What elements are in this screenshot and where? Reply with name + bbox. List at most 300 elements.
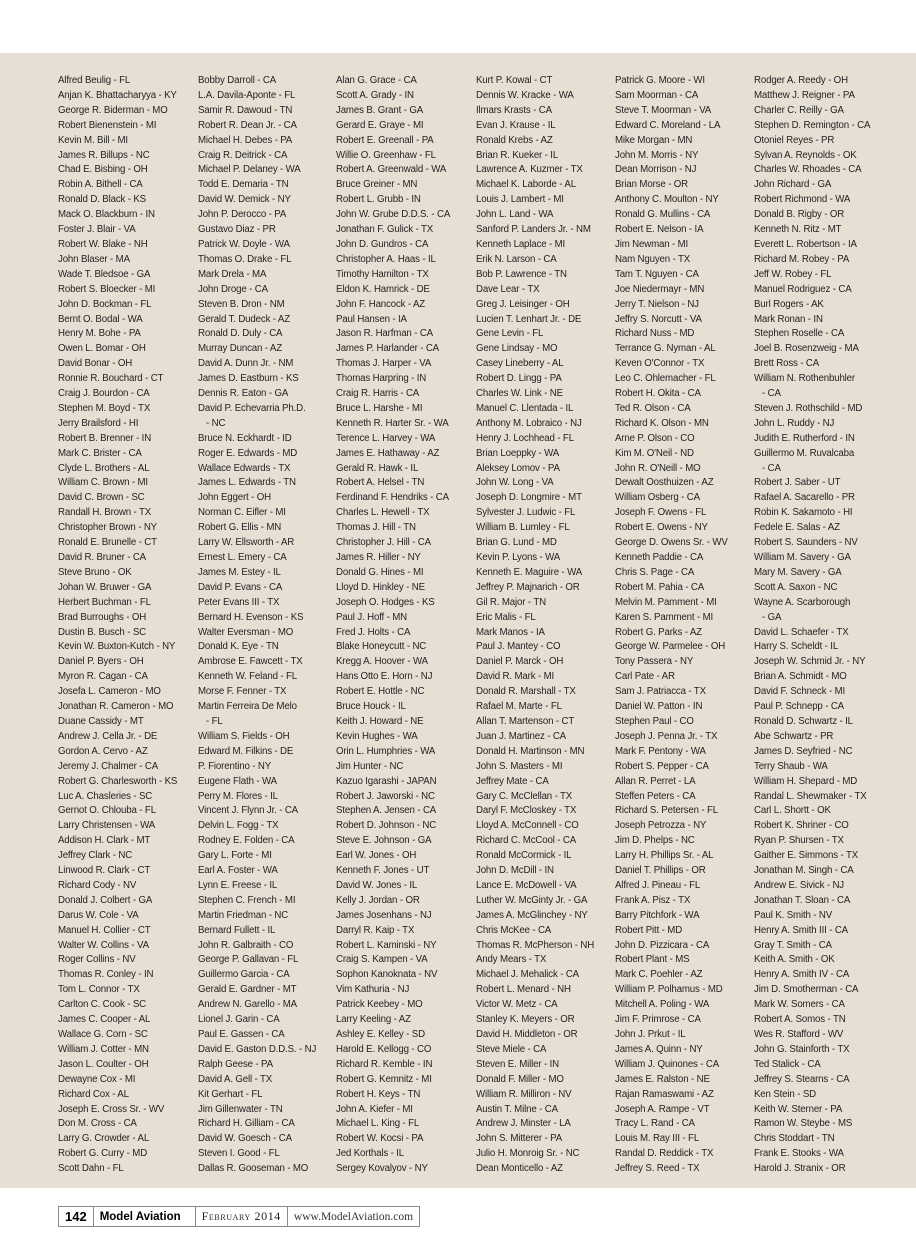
member-name: Matthew J. Reigner - PA xyxy=(754,89,855,101)
member-name: Kenneth Paddie - CA xyxy=(615,552,704,563)
member-name: Daniel T. Phillips - OR xyxy=(615,865,706,877)
member-name: Joseph A. Rampe - VT xyxy=(615,1103,710,1115)
member-name: Mark C. Brister - CA xyxy=(58,447,142,459)
member-name: Martin Ferreira De Melo xyxy=(198,701,297,713)
member-name: Lawrence A. Kuzmer - TX xyxy=(476,164,583,176)
member-name: Paul J. Mantey - CO xyxy=(476,641,561,653)
member-name: Jim Newman - MI xyxy=(615,238,689,250)
member-name: Craig R. Harris - CA xyxy=(336,388,420,400)
member-name: William S. Fields - OH xyxy=(198,730,290,742)
member-name: Leo C. Ohlemacher - FL xyxy=(615,373,716,385)
member-columns xyxy=(58,74,898,1184)
member-name: Eric Malis - FL xyxy=(476,611,536,623)
member-name: Donald J. Colbert - GA xyxy=(58,894,153,906)
member-name: Charles W. Rhoades - CA xyxy=(754,164,862,176)
member-name: Scott Dahn - FL xyxy=(58,1163,124,1175)
member-name: Mark Drela - MA xyxy=(198,268,267,280)
member-name: Murray Duncan - AZ xyxy=(198,343,282,355)
member-name: Casey Lineberry - AL xyxy=(476,358,564,370)
member-name: Donald K. Eye - TN xyxy=(198,641,279,653)
member-name: Kevin M. Bill - MI xyxy=(58,134,128,146)
member-name: James A. Quinn - NY xyxy=(615,1043,703,1055)
member-name: Robert D. Johnson - NC xyxy=(336,820,437,832)
member-name: Bernt O. Bodal - WA xyxy=(58,313,143,325)
member-name: Nam Nguyen - TX xyxy=(615,253,691,265)
member-name: Ashley E. Kelley - SD xyxy=(336,1029,425,1040)
member-name: Ronald G. Mullins - CA xyxy=(615,209,711,221)
member-name: Roger E. Edwards - MD xyxy=(198,447,298,459)
member-name: Richard R. Kemble - IN xyxy=(336,1058,433,1070)
member-name: Robert J. Jaworski - NC xyxy=(336,790,435,802)
member-name: Vim Kathuria - NJ xyxy=(336,984,410,996)
member-name: Julio H. Monroig Sr. - NC xyxy=(476,1148,580,1160)
member-name: Donald G. Hines - MI xyxy=(336,566,424,578)
member-name: Darryl R. Kaip - TX xyxy=(336,924,415,936)
member-name: Joel B. Rosenzweig - MA xyxy=(754,343,859,355)
member-name: Dustin B. Busch - SC xyxy=(58,626,146,638)
member-name: Dallas R. Gooseman - MO xyxy=(198,1163,309,1175)
member-name: Christopher J. Hill - CA xyxy=(336,537,431,549)
member-name: Paul Hansen - IA xyxy=(336,313,407,325)
member-name: Robert G. Parks - AZ xyxy=(615,626,702,638)
member-name: Otoniel Reyes - PR xyxy=(754,134,835,146)
member-name: Thomas J. Harper - VA xyxy=(336,358,432,370)
member-column-3 xyxy=(336,74,472,1177)
member-name: Hans Otto E. Horn - NJ xyxy=(336,671,433,683)
member-name: Robert H. Keys - TN xyxy=(336,1088,421,1100)
member-name: Mack O. Blackburn - IN xyxy=(58,209,155,221)
member-name: Steve Bruno - OK xyxy=(58,566,132,578)
member-name: Juan J. Martinez - CA xyxy=(476,730,566,742)
member-name: Jeffrey Clark - NC xyxy=(58,850,133,862)
member-name: Greg J. Leisinger - OH xyxy=(476,298,570,310)
member-name: Larry W. Ellsworth - AR xyxy=(198,537,295,549)
member-name: Lucien T. Lenhart Jr. - DE xyxy=(476,313,582,325)
member-name: Sergey Kovalyov - NY xyxy=(336,1163,428,1175)
member-name: Jonathan F. Gulick - TX xyxy=(336,224,434,236)
member-name: Richard Nuss - MD xyxy=(615,328,695,340)
member-name: Randall H. Brown - TX xyxy=(58,507,152,519)
member-name: John F. Hancock - AZ xyxy=(336,298,426,310)
member-name: Manuel H. Collier - CT xyxy=(58,924,151,936)
member-name: Robert K. Shriner - CO xyxy=(754,820,849,832)
member-name: Robin A. Bithell - CA xyxy=(58,179,143,191)
member-name: Rajan Ramaswami - AZ xyxy=(615,1088,714,1100)
member-name: Steve T. Moorman - VA xyxy=(615,104,712,116)
member-name: Steven J. Rothschild - MD xyxy=(754,402,863,414)
member-column-5 xyxy=(615,74,751,1177)
member-name: Brian Morse - OR xyxy=(615,179,688,191)
member-name: Ilmars Krasts - CA xyxy=(476,104,552,116)
member-name: William Osberg - CA xyxy=(615,492,700,504)
member-name: Earl A. Foster - WA xyxy=(198,865,278,877)
member-name: Fred J. Holts - CA xyxy=(336,626,411,638)
member-name: Donald B. Rigby - OR xyxy=(754,209,845,221)
member-name: Dewayne Cox - MI xyxy=(58,1073,136,1085)
member-name: Foster J. Blair - VA xyxy=(58,224,136,236)
member-name: Timothy Hamilton - TX xyxy=(336,268,429,280)
member-name: John L. Ruddy - NJ xyxy=(754,417,835,429)
member-name: Dennis W. Kracke - WA xyxy=(476,89,574,101)
member-column-2 xyxy=(198,74,334,1177)
member-name: L.A. Davila-Aponte - FL xyxy=(198,89,296,101)
member-name: William B. Lumley - FL xyxy=(476,522,570,534)
member-name: Robert L. Kaminski - NY xyxy=(336,939,437,951)
member-name: Anthony C. Moulton - NY xyxy=(615,194,719,206)
member-name: Kurt P. Kowal - CT xyxy=(476,75,553,86)
member-name: Jeffrey S. Stearns - CA xyxy=(754,1073,850,1085)
member-name: Jim D. Phelps - NC xyxy=(615,835,695,847)
member-name: - CA xyxy=(762,462,781,474)
member-name: Daryl F. McCloskey - TX xyxy=(476,805,577,817)
member-name: Ernest L. Emery - CA xyxy=(198,552,287,563)
member-name: Stephen M. Boyd - TX xyxy=(58,402,151,414)
member-name: Kenneth W. Feland - FL xyxy=(198,671,298,683)
member-name: James R. Billups - NC xyxy=(58,149,150,161)
member-name: Erik N. Larson - CA xyxy=(476,253,557,265)
member-name: William H. Shepard - MD xyxy=(754,775,858,787)
website-link[interactable]: www.ModelAviation.com xyxy=(293,1210,414,1223)
member-name: Abe Schwartz - PR xyxy=(754,730,834,742)
member-name: Bernard H. Evenson - KS xyxy=(198,611,304,623)
member-name: David F. Schneck - MI xyxy=(754,686,846,698)
member-name: Frank A. Pisz - TX xyxy=(615,894,691,906)
member-name: Scott A. Grady - IN xyxy=(336,89,414,101)
member-name: Mark W. Somers - CA xyxy=(754,999,845,1011)
member-name: Randal L. Shewmaker - TX xyxy=(754,790,867,802)
member-name: Lynn E. Freese - IL xyxy=(198,879,278,891)
member-name: Gary L. Forte - MI xyxy=(198,850,272,862)
member-name: Owen L. Bomar - OH xyxy=(58,343,146,355)
member-name: John Richard - GA xyxy=(754,179,832,191)
member-name: Brian G. Lund - MD xyxy=(476,537,557,549)
member-name: George R. Biderman - MO xyxy=(58,104,168,116)
member-name: Ronald Krebs - AZ xyxy=(476,134,553,146)
member-name: Chris S. Page - CA xyxy=(615,566,695,578)
member-name: Ronald D. Black - KS xyxy=(58,194,146,206)
member-name: Robert G. Ellis - MN xyxy=(198,522,282,534)
member-name: Lloyd D. Hinkley - NE xyxy=(336,581,425,593)
member-name: Ferdinand F. Hendriks - CA xyxy=(336,492,449,504)
member-name: Bruce Greiner - MN xyxy=(336,179,418,191)
member-name: David P. Evans - CA xyxy=(198,581,283,593)
member-name: Donald F. Miller - MO xyxy=(476,1073,564,1085)
member-name: Robert L. Grubb - IN xyxy=(336,194,421,206)
member-name: Todd E. Demaria - TN xyxy=(198,179,289,191)
member-name: Sophon Kanoknata - NV xyxy=(336,969,438,981)
member-name: Joseph F. Owens - FL xyxy=(615,507,707,519)
member-name: John D. Gundros - CA xyxy=(336,238,429,250)
member-name: Gordon A. Cervo - AZ xyxy=(58,745,148,757)
member-name: Robert D. Lingg - PA xyxy=(476,373,562,385)
member-name: David W. Demick - NY xyxy=(198,194,291,206)
member-name: Ronnie R. Bouchard - CT xyxy=(58,373,164,385)
member-name: Rodger A. Reedy - OH xyxy=(754,75,848,86)
member-name: David W. Jones - IL xyxy=(336,879,418,891)
member-name: John W. Long - VA xyxy=(476,477,554,489)
member-name: Richard M. Robey - PA xyxy=(754,253,850,265)
member-name: Gerard E. Graye - MI xyxy=(336,119,424,131)
member-name: - CA xyxy=(762,388,781,400)
member-column-6 xyxy=(754,74,890,1177)
member-name: James E. Hathaway - AZ xyxy=(336,447,440,459)
member-name: Bernard Fullett - IL xyxy=(198,924,276,936)
member-name: John G. Stainforth - TX xyxy=(754,1043,850,1055)
member-name: Chris Stoddart - TN xyxy=(754,1133,835,1145)
member-name: Alfred Beulig - FL xyxy=(58,75,131,86)
member-name: Karen S. Pamment - MI xyxy=(615,611,714,623)
member-name: Robert S. Bloecker - MI xyxy=(58,283,156,295)
member-name: Terry Shaub - WA xyxy=(754,760,828,772)
member-name: Jim F. Primrose - CA xyxy=(615,1014,701,1026)
member-name: Terence L. Harvey - WA xyxy=(336,432,436,444)
member-name: Ralph Geese - PA xyxy=(198,1058,273,1070)
member-name: Sanford P. Landers Jr. - NM xyxy=(476,224,591,236)
member-name: Paul K. Smith - NV xyxy=(754,909,833,921)
member-name: Mark Manos - IA xyxy=(476,626,545,638)
member-name: Manuel Rodriguez - CA xyxy=(754,283,852,295)
member-name: - FL xyxy=(206,715,223,727)
member-name: Jonathan T. Sloan - CA xyxy=(754,894,851,906)
member-name: Mike Morgan - MN xyxy=(615,134,693,146)
member-name: Gray T. Smith - CA xyxy=(754,939,832,951)
member-name: Gary C. McClellan - TX xyxy=(476,790,573,802)
member-name: Kevin W. Buxton-Kutch - NY xyxy=(58,641,176,653)
member-name: Melvin M. Pamment - MI xyxy=(615,596,717,608)
member-name: Richard Cody - NV xyxy=(58,879,137,891)
member-name: Eldon K. Hamrick - DE xyxy=(336,283,430,295)
member-name: Bruce Houck - IL xyxy=(336,701,406,713)
member-name: John Blaser - MA xyxy=(58,253,130,265)
member-name: David L. Schaefer - TX xyxy=(754,626,849,638)
member-name: James D. Seyfried - NC xyxy=(754,745,853,757)
magazine-title: Model Aviation xyxy=(94,1207,196,1226)
member-name: Keven O'Connor - TX xyxy=(615,358,705,370)
member-name: Charles W. Link - NE xyxy=(476,388,563,400)
member-name: Louis J. Lambert - MI xyxy=(476,194,564,206)
member-name: Robert L. Menard - NH xyxy=(476,984,571,996)
member-name: John D. Bockman - FL xyxy=(58,298,152,310)
member-name: Henry M. Bohe - PA xyxy=(58,328,141,340)
member-name: Clyde L. Brothers - AL xyxy=(58,462,150,474)
member-name: John D. McDill - IN xyxy=(476,865,554,877)
member-name: Willie O. Greenhaw - FL xyxy=(336,149,436,161)
member-name: James P. Harlander - CA xyxy=(336,343,439,355)
member-name: Perry M. Flores - IL xyxy=(198,790,278,802)
member-name: Jeffrey Mate - CA xyxy=(476,775,549,787)
member-name: David W. Goesch - CA xyxy=(198,1133,292,1145)
member-name: Lloyd A. McConnell - CO xyxy=(476,820,579,832)
member-name: Darus W. Cole - VA xyxy=(58,909,139,921)
member-name: David R. Bruner - CA xyxy=(58,552,146,563)
member-name: David E. Gaston D.D.S. - NJ xyxy=(198,1043,317,1055)
member-name: Wade T. Bledsoe - GA xyxy=(58,268,151,280)
member-name: Evan J. Krause - IL xyxy=(476,119,556,131)
member-name: Harold J. Stranix - OR xyxy=(754,1163,846,1175)
member-name: James B. Grant - GA xyxy=(336,104,424,116)
member-name: Robert R. Dean Jr. - CA xyxy=(198,119,297,131)
member-name: Blake Honeycutt - NC xyxy=(336,641,427,653)
member-name: Anthony M. Lobraico - NJ xyxy=(476,417,582,429)
member-name: Jeremy J. Chalmer - CA xyxy=(58,760,159,772)
member-name: Robert E. Hottle - NC xyxy=(336,686,425,698)
member-name: Gustavo Diaz - PR xyxy=(198,224,276,236)
member-name: Eugene Flath - WA xyxy=(198,775,277,787)
member-name: Thomas R. Conley - IN xyxy=(58,969,154,981)
member-name: Kregg A. Hoover - WA xyxy=(336,656,428,668)
member-name: Ted R. Olson - CA xyxy=(615,402,691,414)
member-name: Robert S. Saunders - NV xyxy=(754,537,858,549)
member-name: Jonathan R. Cameron - MO xyxy=(58,701,174,713)
member-name: Louis M. Ray III - FL xyxy=(615,1133,700,1145)
member-name: Dean Monticello - AZ xyxy=(476,1163,563,1175)
member-name: Andrew E. Sivick - NJ xyxy=(754,879,844,891)
member-name: Josefa L. Cameron - MO xyxy=(58,686,161,698)
member-name: Joe Niedermayr - MN xyxy=(615,283,705,295)
member-name: Ambrose E. Fawcett - TX xyxy=(198,656,303,668)
member-name: Brian A. Schmidt - MO xyxy=(754,671,847,683)
member-name: Wes R. Stafford - WV xyxy=(754,1029,844,1040)
member-name: Larry Keeling - AZ xyxy=(336,1014,411,1026)
member-name: Anjan K. Bhattacharyya - KY xyxy=(58,89,177,101)
member-name: Gil R. Major - TN xyxy=(476,596,546,608)
member-name: Sam Moorman - CA xyxy=(615,89,699,101)
member-name: Vincent J. Flynn Jr. - CA xyxy=(198,805,298,817)
member-name: Bruce N. Eckhardt - ID xyxy=(198,432,292,444)
member-name: Keith A. Smith - OK xyxy=(754,954,835,966)
member-name: Austin T. Milne - CA xyxy=(476,1103,558,1115)
member-name: Richard K. Olson - MN xyxy=(615,417,709,429)
member-name: Peter Evans III - TX xyxy=(198,596,280,608)
member-name: John Eggert - OH xyxy=(198,492,271,504)
member-name: Mark F. Pentony - WA xyxy=(615,745,706,757)
member-name: Edward C. Moreland - LA xyxy=(615,119,721,131)
member-name: Robert G. Kemnitz - MI xyxy=(336,1073,432,1085)
member-name: Carl L. Shortt - OK xyxy=(754,805,831,817)
member-name: William R. Milliron - NV xyxy=(476,1088,572,1100)
member-name: Michael P. Delaney - WA xyxy=(198,164,301,176)
member-name: Charles L. Hewell - TX xyxy=(336,507,430,519)
member-name: Sam J. Patriacca - TX xyxy=(615,686,706,698)
member-name: Stephen C. French - MI xyxy=(198,894,296,906)
member-name: Mitchell A. Poling - WA xyxy=(615,999,710,1011)
member-name: Terrance G. Nyman - AL xyxy=(615,343,716,355)
member-name: Herbert Buchman - FL xyxy=(58,596,151,608)
member-name: John R. O'Neill - MO xyxy=(615,462,701,474)
member-name: Keith W. Sterner - PA xyxy=(754,1103,843,1115)
member-name: William P. Polhamus - MD xyxy=(615,984,723,996)
member-name: Kevin P. Lyons - WA xyxy=(476,552,561,563)
member-name: Jeff W. Robey - FL xyxy=(754,268,832,280)
member-name: Richard C. McCool - CA xyxy=(476,835,577,847)
member-name: Alfred J. Pineau - FL xyxy=(615,879,701,891)
member-name: Harold E. Kellogg - CO xyxy=(336,1043,432,1055)
member-name: Wallace Edwards - TX xyxy=(198,462,291,474)
member-name: Robert Bienenstein - MI xyxy=(58,119,157,131)
member-name: William M. Savery - GA xyxy=(754,552,851,563)
member-name: William J. Cotter - MN xyxy=(58,1043,149,1055)
member-name: Ronald D. Schwartz - IL xyxy=(754,715,853,727)
member-name: James M. Estey - IL xyxy=(198,566,281,578)
member-name: Joseph E. Cross Sr. - WV xyxy=(58,1103,165,1115)
member-name: Patrick W. Doyle - WA xyxy=(198,238,290,250)
member-name: Randal D. Reddick - TX xyxy=(615,1148,714,1160)
member-name: Robert J. Saber - UT xyxy=(754,477,841,489)
member-name: Kenneth Laplace - MI xyxy=(476,238,566,250)
member-name: Andrew J. Minster - LA xyxy=(476,1118,571,1130)
member-name: Henry J. Lochhead - FL xyxy=(476,432,574,444)
member-name: David A. Dunn Jr. - NM xyxy=(198,358,294,370)
member-name: James C. Cooper - AL xyxy=(58,1014,151,1026)
member-name: Martin Friedman - NC xyxy=(198,909,289,921)
member-name: George D. Owens Sr. - WV xyxy=(615,537,728,549)
member-name: Christopher Brown - NY xyxy=(58,522,157,534)
member-name: Jerry Brailsford - HI xyxy=(58,417,139,429)
member-name: Johan W. Bruwer - GA xyxy=(58,581,152,593)
member-name: Robert G. Charlesworth - KS xyxy=(58,775,178,787)
member-name: Allan R. Perret - LA xyxy=(615,775,696,787)
member-name: Rafael A. Sacarello - PR xyxy=(754,492,855,504)
member-name: Kevin Hughes - WA xyxy=(336,730,418,742)
member-name: Michael L. King - FL xyxy=(336,1118,420,1130)
member-name: Wallace G. Corn - SC xyxy=(58,1029,148,1040)
member-name: Craig S. Kampen - VA xyxy=(336,954,428,966)
member-name: Victor W. Metz - CA xyxy=(476,999,558,1011)
member-name: Paul P. Schnepp - CA xyxy=(754,701,844,713)
page-number: 142 xyxy=(59,1207,94,1226)
member-name: Andrew N. Garello - MA xyxy=(198,999,297,1011)
member-name: Edward M. Filkins - DE xyxy=(198,745,294,757)
member-name: Robert E. Nelson - IA xyxy=(615,224,704,236)
member-name: Ronald D. Duly - CA xyxy=(198,328,283,340)
member-name: Jeffrey P. Majnarich - OR xyxy=(476,581,580,593)
member-name: Carlton C. Cook - SC xyxy=(58,999,146,1011)
member-name: Christopher A. Haas - IL xyxy=(336,253,436,265)
member-name: George W. Parmelee - OH xyxy=(615,641,726,653)
member-name: Joseph W. Schmid Jr. - NY xyxy=(754,656,866,668)
member-name: Richard H. Gilliam - CA xyxy=(198,1118,295,1130)
member-name: Andrew J. Cella Jr. - DE xyxy=(58,730,158,742)
member-name: David A. Gell - TX xyxy=(198,1073,273,1085)
member-name: Earl W. Jones - OH xyxy=(336,850,417,862)
member-name: Thomas R. McPherson - NH xyxy=(476,939,595,951)
member-name: Roger Collins - NV xyxy=(58,954,136,966)
member-name: James E. Ralston - NE xyxy=(615,1073,710,1085)
member-name: Mary M. Savery - GA xyxy=(754,566,842,578)
member-name: John L. Land - WA xyxy=(476,209,554,221)
member-name: Robin K. Sakamoto - HI xyxy=(754,507,853,519)
member-name: Sylvan A. Reynolds - OK xyxy=(754,149,857,161)
member-name: Sylvester J. Ludwic - FL xyxy=(476,507,576,519)
member-name: Bruce L. Harshe - MI xyxy=(336,402,423,414)
member-name: Everett L. Robertson - IA xyxy=(754,238,857,250)
member-column-1 xyxy=(58,74,194,1177)
member-name: Andy Mears - TX xyxy=(476,954,547,966)
member-name: James Josenhans - NJ xyxy=(336,909,432,921)
member-name: Morse F. Fenner - TX xyxy=(198,686,287,698)
member-name: Robert Pitt - MD xyxy=(615,924,683,936)
member-name: Walter Eversman - MO xyxy=(198,626,294,638)
member-name: Stephen Paul - CO xyxy=(615,715,694,727)
member-name: Robert Plant - MS xyxy=(615,954,690,966)
member-name: Patrick Keebey - MO xyxy=(336,999,423,1011)
member-name: Frank E. Stooks - WA xyxy=(754,1148,844,1160)
member-name: Steven E. Miller - IN xyxy=(476,1058,559,1070)
member-name: Gaither E. Simmons - TX xyxy=(754,850,859,862)
member-name: Stanley K. Meyers - OR xyxy=(476,1014,575,1026)
member-name: Jason L. Coulter - OH xyxy=(58,1058,149,1070)
member-name: Robert S. Pepper - CA xyxy=(615,760,709,772)
